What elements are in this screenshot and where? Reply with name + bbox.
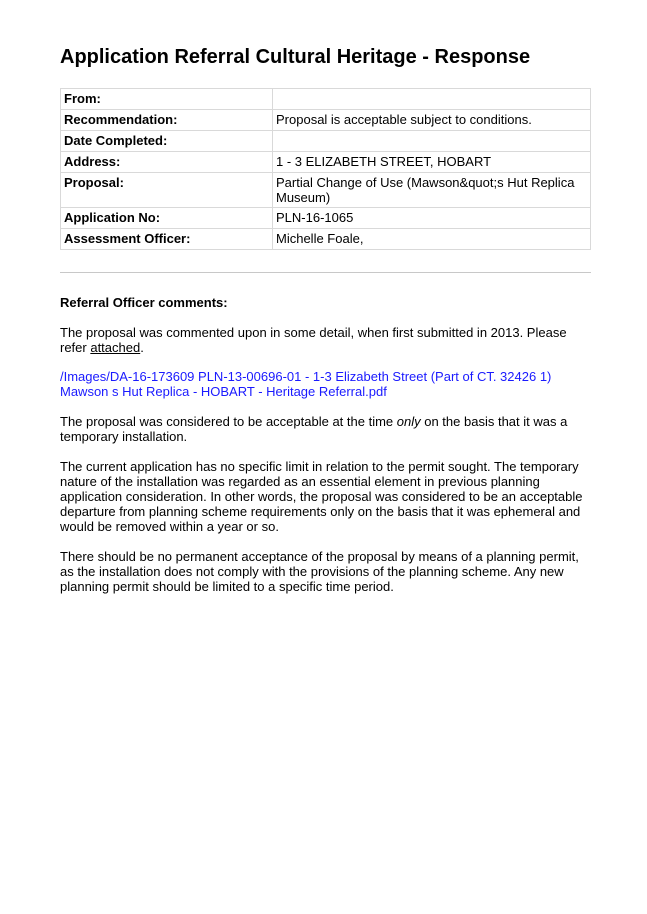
referral-file-link[interactable] xyxy=(60,369,591,399)
comment-paragraph-4: There should be no permanent acceptance of the proposal by means of a planning permit, as the installation does not comply with the provisions of the planning scheme. Any new planning permit should be limited to a specific time period. xyxy=(60,549,579,594)
document-page xyxy=(60,44,591,594)
info-table xyxy=(60,88,591,250)
row-value-assessment-officer: Michelle Foale, xyxy=(273,229,591,250)
row-label-proposal: Proposal: xyxy=(61,173,273,208)
table-row xyxy=(61,152,591,173)
comment-paragraph-2-after: on the basis that it was a temporary installation. xyxy=(60,414,568,444)
table-row xyxy=(61,173,591,208)
table-row xyxy=(61,89,591,110)
referral-file-link-line-2[interactable]: Mawson s Hut Replica - HOBART - Heritage Referral.pdf xyxy=(60,384,387,399)
comment-paragraph-3: The current application has no specific limit in relation to the permit sought. The temporary nature of the installation was regarded as an essential element in previous planning application consideration. In other words, the proposal was considered to be an acceptable departure from planning scheme requirements only on the basis that it was ephemeral and would be removed within a year or so. xyxy=(60,459,583,534)
row-value-from xyxy=(273,89,591,110)
attached-link[interactable]: attached xyxy=(90,340,141,355)
comment-paragraph-1-end: . xyxy=(140,340,144,355)
row-value-proposal: Partial Change of Use (Mawson&quot;s Hut Replica Museum) xyxy=(273,173,591,208)
comments-heading: Referral Officer comments: xyxy=(60,295,228,310)
row-label-date-completed: Date Completed: xyxy=(61,131,273,152)
table-row xyxy=(61,229,591,250)
row-label-application-no: Application No: xyxy=(61,208,273,229)
row-value-address: 1 - 3 ELIZABETH STREET, HOBART xyxy=(273,152,591,173)
section-divider xyxy=(60,272,591,273)
comment-paragraph-2 xyxy=(60,414,591,444)
row-label-address: Address: xyxy=(61,152,273,173)
table-row xyxy=(61,110,591,131)
comment-paragraph-1 xyxy=(60,325,591,355)
row-value-application-no: PLN-16-1065 xyxy=(273,208,591,229)
row-value-recommendation: Proposal is acceptable subject to conditions. xyxy=(273,110,591,131)
row-label-recommendation: Recommendation: xyxy=(61,110,273,131)
comment-paragraph-2-before: The proposal was considered to be acceptable at the time xyxy=(60,414,397,429)
row-label-assessment-officer: Assessment Officer: xyxy=(61,229,273,250)
table-row xyxy=(61,208,591,229)
comment-paragraph-1-text: The proposal was commented upon in some detail, when first submitted in 2013. Please refer xyxy=(60,325,567,355)
document-title: Application Referral Cultural Heritage - Response xyxy=(60,46,531,68)
table-row xyxy=(61,131,591,152)
row-label-from: From: xyxy=(61,89,273,110)
row-value-date-completed xyxy=(273,131,591,152)
comment-paragraph-2-emphasis: only xyxy=(396,414,421,429)
referral-file-link-line-1[interactable]: /Images/DA-16-173609 PLN-13-00696-01 - 1-3 Elizabeth Street (Part of CT. 32426 1) xyxy=(60,369,552,384)
